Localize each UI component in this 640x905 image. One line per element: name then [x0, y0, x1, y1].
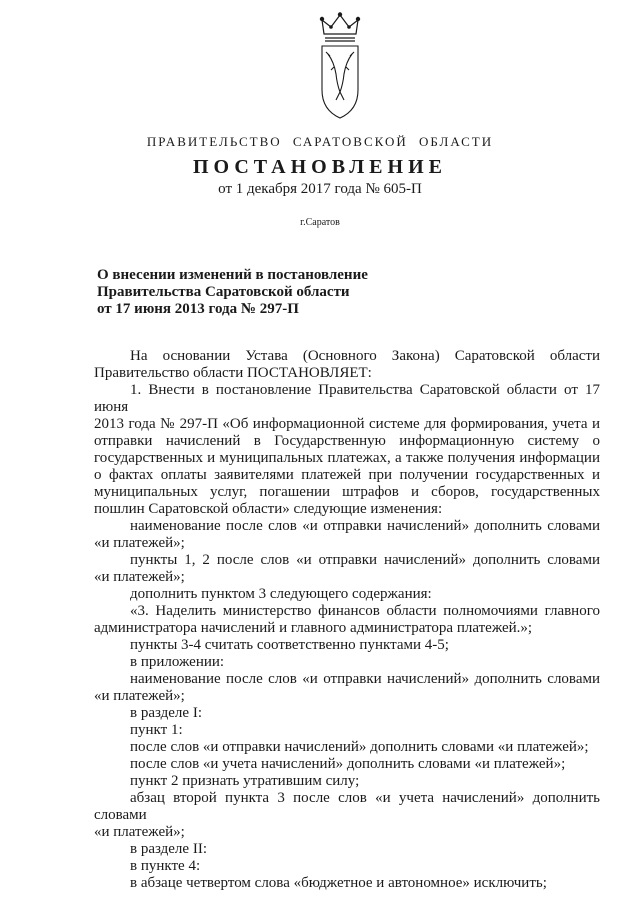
subject-line: от 17 июня 2013 года № 297-П: [97, 301, 299, 317]
document-body: [94, 348, 600, 892]
body-line: абзац второй пункта 3 после слов «и учета начислений» дополнить словами: [94, 790, 600, 823]
body-paragraph: 2013 года № 297-П «Об информационной системе для формирования, учета и отправки начислений в Государственную информационную систему о государственных и муниципальных платежах, а также получения информации о фактах оплаты заявителями платежей при получении государственных и муниципальных услуг, погашении штрафов и сборов, государственных пошлин Саратовской области» следующие изменения:: [94, 416, 600, 517]
coat-of-arms-emblem: [314, 12, 366, 120]
body-line: пункты 3-4 считать соответственно пунктами 4-5;: [130, 637, 449, 653]
body-line: «3. Наделить министерство финансов области полномочиями главного: [130, 603, 600, 619]
body-line: «и платежей»;: [94, 535, 185, 551]
body-line: пункт 2 признать утратившим силу;: [130, 773, 360, 789]
document-city: г.Саратов: [300, 217, 340, 228]
government-name: ПРАВИТЕЛЬСТВО САРАТОВСКОЙ ОБЛАСТИ: [146, 134, 494, 149]
body-line: в разделе I:: [130, 705, 202, 721]
body-line: в пункте 4:: [130, 858, 201, 874]
body-line: после слов «и учета начислений» дополнить словами «и платежей»;: [130, 756, 566, 772]
body-line: наименование после слов «и отправки начислений» дополнить словами: [130, 518, 600, 534]
body-line: администратора начислений и главного администратора платежей.»;: [94, 620, 533, 636]
body-line: в разделе II:: [130, 841, 207, 857]
body-line: в приложении:: [130, 654, 225, 670]
document-type: ПОСТАНОВЛЕНИЕ: [193, 156, 447, 178]
body-line: «и платежей»;: [94, 569, 185, 585]
body-line: Правительство области ПОСТАНОВЛЯЕТ:: [94, 365, 372, 381]
subject-line: О внесении изменений в постановление: [97, 267, 368, 283]
document-date-number: от 1 декабря 2017 года № 605-П: [218, 181, 422, 197]
subject-line: Правительства Саратовской области: [97, 284, 350, 300]
body-line: «и платежей»;: [94, 688, 185, 704]
body-line: «и платежей»;: [94, 824, 185, 840]
body-line: 1. Внести в постановление Правительства Саратовской области от 17 июня: [94, 382, 600, 415]
body-line: пункт 1:: [130, 722, 183, 738]
body-line: пункты 1, 2 после слов «и отправки начислений» дополнить словами: [130, 552, 600, 568]
body-line: На основании Устава (Основного Закона) Саратовской области: [130, 348, 600, 364]
body-line: после слов «и отправки начислений» дополнить словами «и платежей»;: [130, 739, 589, 755]
body-line: в абзаце четвертом слова «бюджетное и автономное» исключить;: [130, 875, 547, 891]
body-line: дополнить пунктом 3 следующего содержания:: [130, 586, 432, 602]
document-subject: [97, 267, 427, 318]
body-line: наименование после слов «и отправки начислений» дополнить словами: [130, 671, 600, 687]
